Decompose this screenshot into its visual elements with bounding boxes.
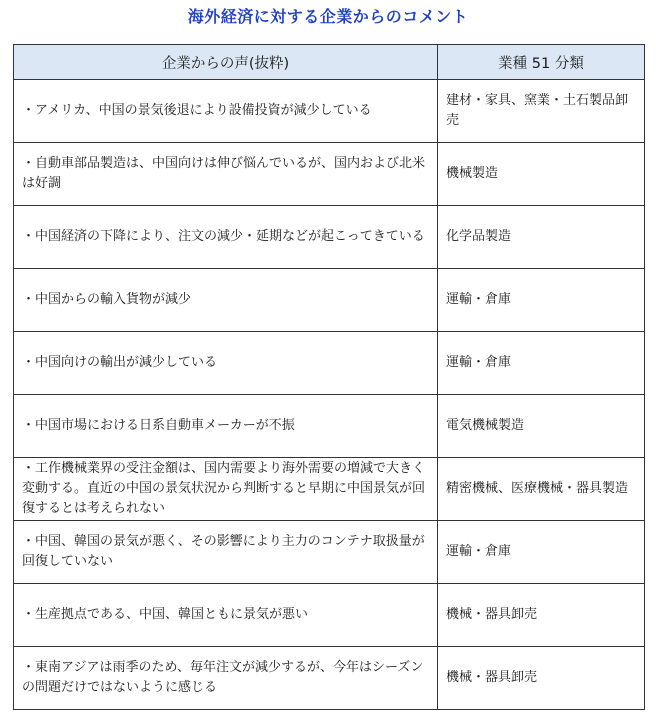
industry-cell: 機械・器具卸売 <box>438 647 645 710</box>
industry-cell: 建材・家具、窯業・土石製品卸売 <box>438 80 645 143</box>
comment-cell: ・自動車部品製造は、中国向けは伸び悩んでいるが、国内および北米は好調 <box>14 143 438 206</box>
table-row <box>14 521 645 584</box>
industry-cell: 運輸・倉庫 <box>438 521 645 584</box>
header-industry: 業種 51 分類 <box>438 45 645 80</box>
comment-cell: ・中国経済の下降により、注文の減少・延期などが起こってきている <box>14 206 438 269</box>
comment-cell: ・東南アジアは雨季のため、毎年注文が減少するが、今年はシーズンの問題だけではないように感じる <box>14 647 438 710</box>
table-row <box>14 80 645 143</box>
industry-cell: 精密機械、医療機械・器具製造 <box>438 458 645 521</box>
table-row <box>14 143 645 206</box>
comments-table <box>13 44 645 710</box>
table-row <box>14 395 645 458</box>
comment-cell: ・中国、韓国の景気が悪く、その影響により主力のコンテナ取扱量が回復していない <box>14 521 438 584</box>
comment-cell: ・アメリカ、中国の景気後退により設備投資が減少している <box>14 80 438 143</box>
comment-cell: ・中国向けの輸出が減少している <box>14 332 438 395</box>
table-row <box>14 269 645 332</box>
comment-cell: ・中国からの輸入貨物が減少 <box>14 269 438 332</box>
table-row <box>14 332 645 395</box>
industry-cell: 運輸・倉庫 <box>438 269 645 332</box>
table-row <box>14 458 645 521</box>
comment-cell: ・中国市場における日系自動車メーカーが不振 <box>14 395 438 458</box>
industry-cell: 機械・器具卸売 <box>438 584 645 647</box>
comment-cell: ・生産拠点である、中国、韓国ともに景気が悪い <box>14 584 438 647</box>
table-row <box>14 647 645 710</box>
table-row <box>14 584 645 647</box>
industry-cell: 機械製造 <box>438 143 645 206</box>
industry-cell: 化学品製造 <box>438 206 645 269</box>
page-title: 海外経済に対する企業からのコメント <box>187 7 469 26</box>
header-comment: 企業からの声(抜粋) <box>14 45 438 80</box>
industry-cell: 電気機械製造 <box>438 395 645 458</box>
comment-cell: ・工作機械業界の受注金額は、国内需要より海外需要の増減で大きく変動する。直近の中国の景気状況から判断すると早期に中国景気が回復するとは考えられない <box>14 458 438 521</box>
table-header-row <box>14 45 645 80</box>
table-row <box>14 206 645 269</box>
industry-cell: 運輸・倉庫 <box>438 332 645 395</box>
